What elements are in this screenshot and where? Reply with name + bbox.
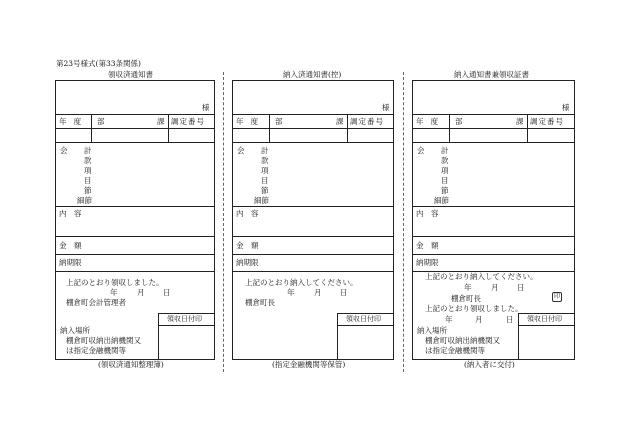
panel1-title: 領収済通知書 (108, 70, 153, 79)
panel1-acct-kei: 計 (84, 146, 92, 155)
cut-line-2 (403, 72, 404, 372)
form-number: 第23号様式(第33条関係) (56, 59, 141, 68)
panel3-title: 納入通知書兼領収証書 (454, 70, 529, 79)
panel3-pay-line2: は指定金融機関等 (425, 346, 485, 355)
panel1-footer: (領収済通知整理簿) (98, 360, 164, 369)
panel3-date1-month: 月 (491, 283, 499, 292)
panel2-date-year: 年 (287, 288, 295, 297)
panel1-message: 上記のとおり領収しました。 (66, 278, 164, 287)
panel3-acct-moku: 目 (441, 176, 449, 185)
panel1-date-day: 日 (163, 288, 171, 297)
panel1-acct-setsu: 節 (84, 186, 92, 195)
panel1-date-month: 月 (137, 288, 145, 297)
panel3-date1-year: 年 (464, 283, 472, 292)
panel2-acct-kai: 会 (237, 146, 245, 155)
panel2-dept: 部 (275, 117, 283, 126)
panel1-code: 調定番号 (171, 117, 205, 126)
panel1-sama: 様 (202, 103, 210, 112)
panel2-acct-saisetsu: 細節 (254, 196, 269, 205)
panel3-dept: 部 (455, 117, 463, 126)
panel3-year: 年 度 (416, 117, 439, 126)
panel2-message: 上記のとおり納入してください。 (245, 278, 358, 287)
panel2-sama: 様 (382, 103, 390, 112)
panel3-acct-kou: 項 (441, 166, 449, 175)
panel1-issuer: 棚倉町会計管理者 (66, 298, 126, 307)
panel2-deadline: 納期限 (236, 258, 259, 267)
panel3-acct-saisetsu: 細節 (434, 196, 449, 205)
panel3-deadline: 納期限 (416, 258, 439, 267)
panel1-acct-kai: 会 (60, 146, 68, 155)
panel2-issuer: 棚倉町長 (245, 298, 275, 307)
panel3-date2-day: 日 (506, 315, 514, 324)
panel2-title: 納入済通知書(控) (283, 70, 342, 79)
panel3-code: 調定番号 (530, 117, 564, 126)
panel3-date2-year: 年 (445, 315, 453, 324)
panel3-section: 課 (516, 117, 524, 126)
panel3-date2-month: 月 (475, 315, 483, 324)
panel2-acct-kei: 計 (261, 146, 269, 155)
panel1-pay-place: 納入場所 (60, 326, 90, 335)
panel1-amount: 金 額 (59, 241, 82, 250)
panel1-acct-moku: 目 (84, 176, 92, 185)
panel1-pay-line1: 棚倉町収納出納機関又 (66, 336, 141, 345)
panel2-year: 年 度 (236, 117, 259, 126)
panel3-acct-setsu: 節 (441, 186, 449, 195)
panel2-acct-setsu: 節 (261, 186, 269, 195)
panel2-section: 課 (336, 117, 344, 126)
panel3-amount: 金 額 (416, 241, 439, 250)
panel3-issuer: 棚倉町長 (451, 294, 481, 303)
panel1-deadline: 納期限 (59, 258, 82, 267)
panel3-pay-line1: 棚倉町収納出納機関又 (425, 336, 500, 345)
panel3-content: 内 容 (416, 209, 439, 218)
panel2-amount: 金 額 (236, 241, 259, 250)
panel3-acct-kei: 計 (441, 146, 449, 155)
panel2-date-day: 日 (340, 288, 348, 297)
panel1-dept: 部 (97, 117, 105, 126)
panel1-stamp-label: 領収日付印 (167, 315, 202, 323)
panel2-code: 調定番号 (350, 117, 384, 126)
panel2-stamp-label: 領収日付印 (346, 315, 381, 323)
panel1-content: 内 容 (59, 209, 82, 218)
panel1-acct-kan: 款 (84, 156, 92, 165)
panel2-content: 内 容 (236, 209, 259, 218)
panel3-sama: 様 (562, 103, 570, 112)
panel1-acct-kou: 項 (84, 166, 92, 175)
panel2-acct-kan: 款 (261, 156, 269, 165)
panel2-footer: (指定金融機関等保管) (272, 360, 346, 369)
panel1-acct-saisetsu: 細節 (77, 196, 92, 205)
panel3-message1: 上記のとおり納入してください。 (425, 272, 538, 281)
panel1-date-year: 年 (110, 288, 118, 297)
panel3-acct-kai: 会 (417, 146, 425, 155)
panel2-acct-kou: 項 (261, 166, 269, 175)
panel3-pay-place: 納入場所 (417, 326, 447, 335)
panel1-year: 年 度 (59, 117, 82, 126)
panel3-seal-char: 印 (554, 293, 561, 300)
panel3-stamp-label: 領収日付印 (527, 315, 562, 323)
panel3-date1-day: 日 (517, 283, 525, 292)
panel1-section: 課 (157, 117, 165, 126)
panel2-date-month: 月 (314, 288, 322, 297)
cut-line-1 (223, 72, 224, 372)
panel2-acct-moku: 目 (261, 176, 269, 185)
panel3-footer: (納入者に交付) (464, 360, 515, 369)
panel3-message2: 上記のとおり領収しました。 (425, 304, 523, 313)
panel3-acct-kan: 款 (441, 156, 449, 165)
panel1-pay-line2: は指定金融機関等 (66, 346, 126, 355)
